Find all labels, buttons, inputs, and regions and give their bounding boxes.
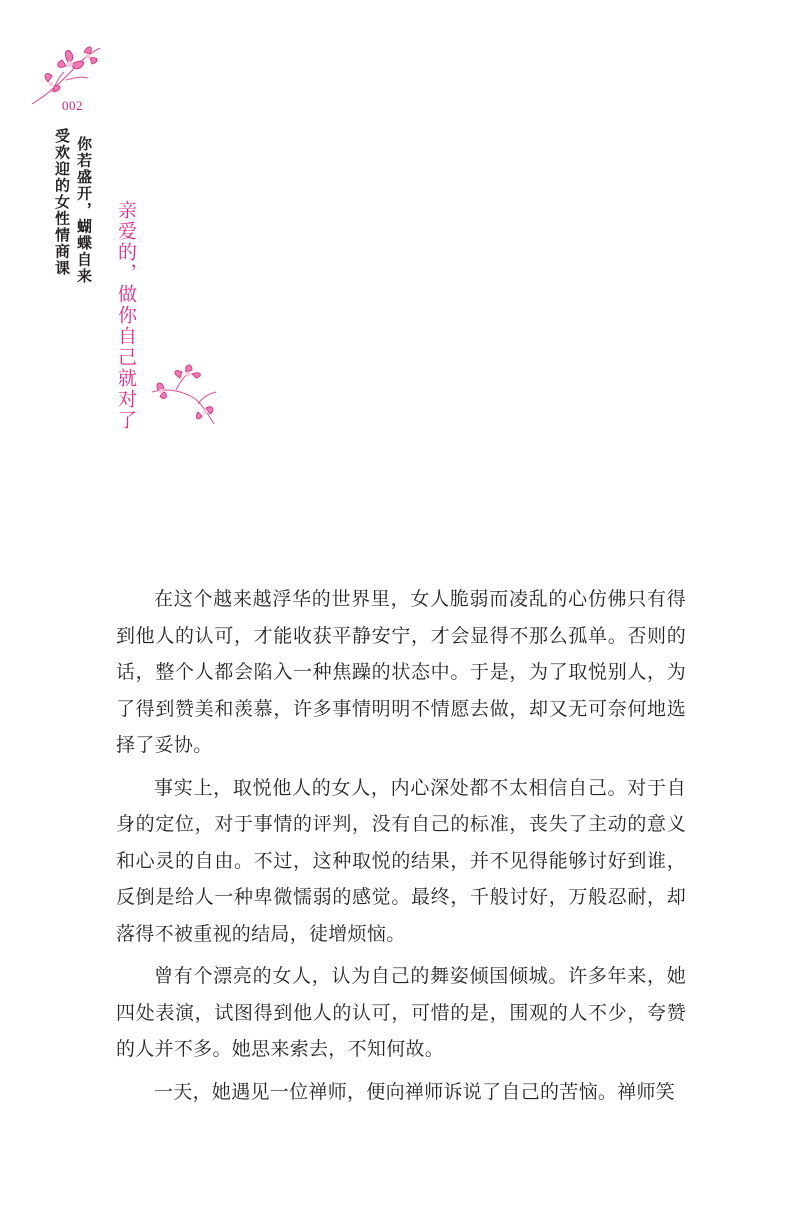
book-title: 你若盛开，蝴蝶自来 [75, 136, 93, 285]
body-text [116, 581, 686, 1116]
series-title: 受欢迎的女性情商课 [53, 128, 71, 277]
paragraph: 一天，她遇见一位禅师，便向禅师诉说了自己的苦恼。禅师笑 [154, 1080, 676, 1103]
paragraph: 曾有个漂亮的女人，认为自己的舞姿倾国倾城。许多年来，她四处表演，试图得到他人的认可，可惜的是，围观的人不少，夸赞的人并不多。她思来索去，不知何故。 [116, 965, 686, 1060]
paragraph: 事实上，取悦他人的女人，内心深处都不太相信自己。对于自身的定位，对于事情的评判，没有自己的标准，丧失了主动的意义和心灵的自由。不过，这种取悦的结果，并不见得能够讨好到谁，反倒是给人一种卑微懦弱的感觉。最终，千般讨好，万般忍耐，却落得不被重视的结局，徒增烦恼。 [116, 776, 686, 945]
page-number: 002 [62, 98, 83, 113]
chapter-title: 亲爱的，做你自己就对了 [115, 200, 137, 431]
orchid-flower-icon [150, 362, 220, 428]
paragraph: 在这个越来越浮华的世界里，女人脆弱而凌乱的心仿佛只有得到他人的认可，才能收获平静安宁，才会显得不那么孤单。否则的话，整个人都会陷入一种焦躁的状态中。于是，为了取悦别人，为了得到赞美和羡慕，许多事情明明不情愿去做，却又无可奈何地选择了妥协。 [116, 588, 686, 756]
